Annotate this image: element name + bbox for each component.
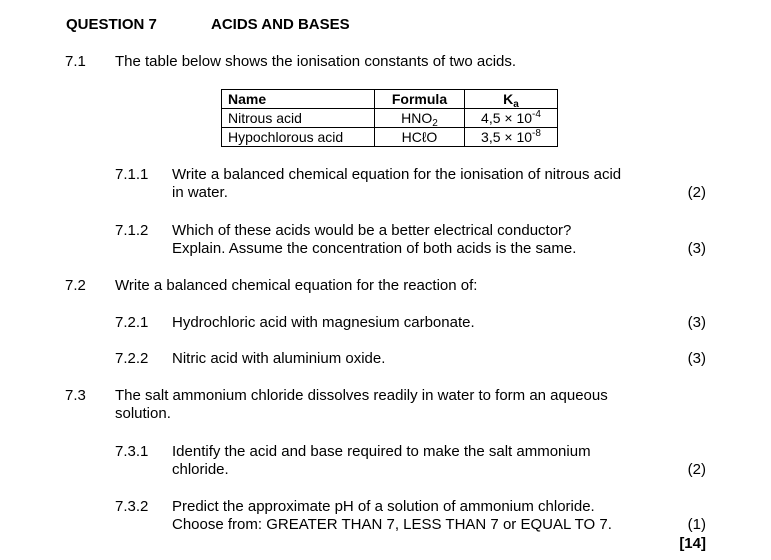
- q7-2-number: 7.2: [65, 277, 86, 294]
- q7-1-2-number: 7.1.2: [115, 222, 149, 239]
- q7-1-1-line1: Write a balanced chemical equation for the ionisation of nitrous acid: [172, 166, 622, 183]
- q7-3-1-number: 7.3.1: [115, 443, 149, 460]
- q7-3-number: 7.3: [65, 387, 86, 404]
- q7-2-1-number: 7.2.1: [115, 314, 149, 331]
- table-header-row: [222, 90, 558, 109]
- q7-3-1-marks: (2): [687, 461, 706, 478]
- ka-subscript: a: [513, 98, 519, 110]
- ka-exponent: -8: [532, 127, 541, 139]
- row-formula: [375, 109, 465, 128]
- ionisation-constants-table: [221, 89, 558, 147]
- row-ka: [465, 109, 558, 128]
- q7-3-1-line2: chloride.: [172, 461, 229, 478]
- q7-3-2-marks: (1): [687, 516, 706, 533]
- ka-base: 4,5 × 10: [481, 109, 533, 126]
- q7-2-text: Write a balanced chemical equation for the reaction of:: [115, 277, 478, 294]
- formula-subscript: 2: [432, 117, 438, 129]
- q7-2-2-text: Nitric acid with aluminium oxide.: [172, 350, 386, 367]
- q7-1-2-line2: Explain. Assume the concentration of both acids is the same.: [172, 240, 577, 257]
- header-formula: Formula: [375, 90, 465, 109]
- question-title: ACIDS AND BASES: [211, 16, 350, 33]
- q7-3-line1: The salt ammonium chloride dissolves readily in water to form an aqueous: [115, 387, 608, 404]
- total-marks: [14]: [679, 535, 706, 552]
- q7-1-number: 7.1: [65, 53, 86, 70]
- formula-main: HNO: [401, 109, 433, 126]
- q7-1-1-line2: in water.: [172, 184, 228, 201]
- header-name: Name: [222, 90, 375, 109]
- q7-3-1-line1: Identify the acid and base required to make the salt ammonium: [172, 443, 591, 460]
- q7-1-1-number: 7.1.1: [115, 166, 149, 183]
- q7-3-2-line2: Choose from: GREATER THAN 7, LESS THAN 7 or EQUAL TO 7.: [172, 516, 612, 533]
- row-ka: [465, 128, 558, 147]
- row-formula: HCℓO: [375, 128, 465, 147]
- table-row: [222, 109, 558, 128]
- ka-base: 3,5 × 10: [481, 128, 533, 145]
- q7-2-1-text: Hydrochloric acid with magnesium carbonate.: [172, 314, 475, 331]
- q7-3-2-number: 7.3.2: [115, 498, 149, 515]
- ka-exponent: -4: [532, 108, 541, 120]
- ka-symbol: K: [503, 90, 514, 107]
- q7-1-1-marks: (2): [687, 184, 706, 201]
- q7-1-2-line1: Which of these acids would be a better electrical conductor?: [172, 222, 572, 239]
- q7-2-2-marks: (3): [687, 350, 706, 367]
- header-ka: [465, 90, 558, 109]
- q7-1-text: The table below shows the ionisation constants of two acids.: [115, 53, 517, 70]
- q7-1-2-marks: (3): [687, 240, 706, 257]
- q7-2-1-marks: (3): [687, 314, 706, 331]
- row-name: Hypochlorous acid: [222, 128, 375, 147]
- q7-3-2-line1: Predict the approximate pH of a solution of ammonium chloride.: [172, 498, 595, 515]
- row-name: Nitrous acid: [222, 109, 375, 128]
- question-number: QUESTION 7: [66, 16, 157, 33]
- q7-2-2-number: 7.2.2: [115, 350, 149, 367]
- table-row: [222, 128, 558, 147]
- q7-3-line2: solution.: [115, 405, 171, 422]
